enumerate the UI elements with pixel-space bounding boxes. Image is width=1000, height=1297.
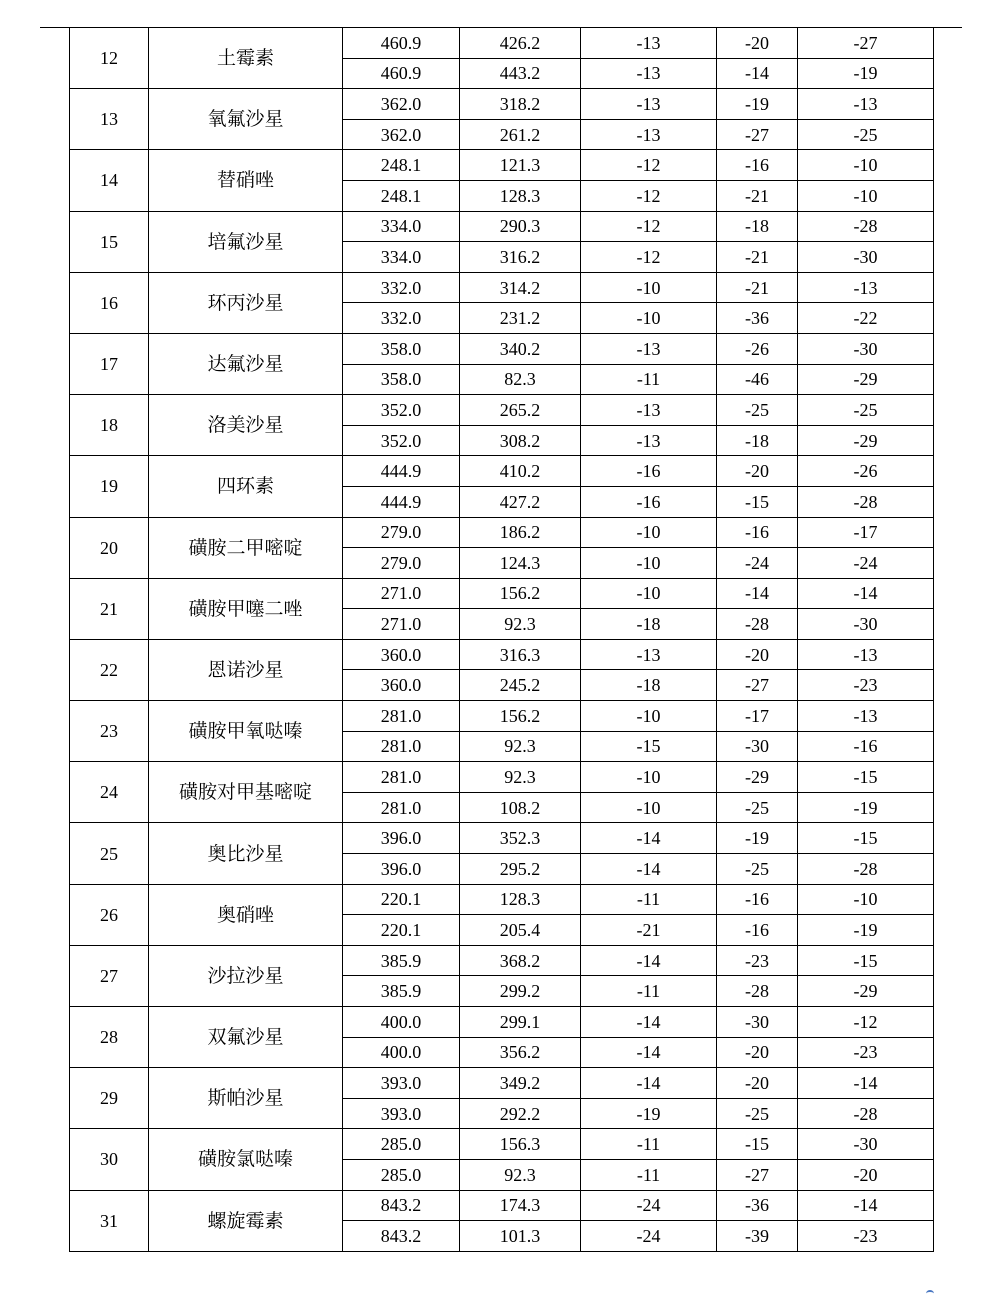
value-cell: 410.2 bbox=[460, 456, 581, 487]
value-cell: 295.2 bbox=[460, 854, 581, 885]
value-cell: -20 bbox=[717, 1068, 798, 1099]
value-cell: -10 bbox=[581, 792, 717, 823]
row-number-cell: 27 bbox=[70, 945, 149, 1006]
table-row bbox=[70, 823, 934, 854]
value-cell: 340.2 bbox=[460, 333, 581, 364]
value-cell: 393.0 bbox=[343, 1068, 460, 1099]
value-cell: -28 bbox=[798, 486, 934, 517]
table-row bbox=[70, 456, 934, 487]
value-cell: 124.3 bbox=[460, 548, 581, 579]
value-cell: 92.3 bbox=[460, 731, 581, 762]
value-cell: 460.9 bbox=[343, 28, 460, 59]
value-cell: 220.1 bbox=[343, 915, 460, 946]
compound-name-cell: 磺胺氯哒嗪 bbox=[149, 1129, 343, 1190]
value-cell: 396.0 bbox=[343, 854, 460, 885]
value-cell: 362.0 bbox=[343, 119, 460, 150]
value-cell: -26 bbox=[798, 456, 934, 487]
value-cell: -19 bbox=[798, 792, 934, 823]
value-cell: 308.2 bbox=[460, 425, 581, 456]
value-cell: -30 bbox=[798, 609, 934, 640]
value-cell: -29 bbox=[798, 364, 934, 395]
value-cell: -20 bbox=[717, 1037, 798, 1068]
compound-name-cell: 沙拉沙星 bbox=[149, 945, 343, 1006]
value-cell: -11 bbox=[581, 1159, 717, 1190]
value-cell: -30 bbox=[798, 242, 934, 273]
compound-name-cell: 达氟沙星 bbox=[149, 333, 343, 394]
value-cell: -15 bbox=[798, 945, 934, 976]
value-cell: 385.9 bbox=[343, 945, 460, 976]
value-cell: -20 bbox=[717, 456, 798, 487]
row-number-cell: 12 bbox=[70, 28, 149, 89]
value-cell: -27 bbox=[717, 670, 798, 701]
value-cell: 396.0 bbox=[343, 823, 460, 854]
value-cell: -30 bbox=[798, 333, 934, 364]
value-cell: 400.0 bbox=[343, 1037, 460, 1068]
value-cell: 92.3 bbox=[460, 1159, 581, 1190]
value-cell: 92.3 bbox=[460, 762, 581, 793]
value-cell: -13 bbox=[581, 639, 717, 670]
value-cell: -28 bbox=[717, 976, 798, 1007]
value-cell: -36 bbox=[717, 1190, 798, 1221]
value-cell: 248.1 bbox=[343, 180, 460, 211]
table-row bbox=[70, 28, 934, 59]
value-cell: 444.9 bbox=[343, 486, 460, 517]
table-row bbox=[70, 211, 934, 242]
value-cell: 316.3 bbox=[460, 639, 581, 670]
value-cell: -25 bbox=[717, 1098, 798, 1129]
value-cell: -30 bbox=[717, 1007, 798, 1038]
value-cell: -30 bbox=[717, 731, 798, 762]
value-cell: -18 bbox=[717, 425, 798, 456]
value-cell: -19 bbox=[717, 89, 798, 120]
table-row bbox=[70, 1190, 934, 1221]
value-cell: -11 bbox=[581, 976, 717, 1007]
value-cell: 285.0 bbox=[343, 1159, 460, 1190]
value-cell: -19 bbox=[798, 915, 934, 946]
value-cell: -12 bbox=[581, 180, 717, 211]
row-number-cell: 24 bbox=[70, 762, 149, 823]
value-cell: -25 bbox=[717, 792, 798, 823]
value-cell: -25 bbox=[717, 395, 798, 426]
value-cell: -24 bbox=[717, 548, 798, 579]
value-cell: 352.0 bbox=[343, 395, 460, 426]
value-cell: -14 bbox=[581, 1007, 717, 1038]
compound-name-cell: 替硝唑 bbox=[149, 150, 343, 211]
row-number-cell: 29 bbox=[70, 1068, 149, 1129]
value-cell: 186.2 bbox=[460, 517, 581, 548]
value-cell: -10 bbox=[581, 548, 717, 579]
value-cell: 271.0 bbox=[343, 578, 460, 609]
table-row bbox=[70, 884, 934, 915]
value-cell: -16 bbox=[581, 486, 717, 517]
value-cell: -15 bbox=[798, 762, 934, 793]
value-cell: 281.0 bbox=[343, 701, 460, 732]
value-cell: 426.2 bbox=[460, 28, 581, 59]
row-number-cell: 30 bbox=[70, 1129, 149, 1190]
value-cell: 334.0 bbox=[343, 242, 460, 273]
value-cell: -12 bbox=[581, 211, 717, 242]
value-cell: -21 bbox=[717, 272, 798, 303]
value-cell: 427.2 bbox=[460, 486, 581, 517]
value-cell: -13 bbox=[581, 28, 717, 59]
value-cell: 205.4 bbox=[460, 915, 581, 946]
value-cell: -24 bbox=[581, 1221, 717, 1252]
compound-name-cell: 奥硝唑 bbox=[149, 884, 343, 945]
value-cell: -25 bbox=[717, 854, 798, 885]
row-number-cell: 13 bbox=[70, 89, 149, 150]
value-cell: 316.2 bbox=[460, 242, 581, 273]
value-cell: 314.2 bbox=[460, 272, 581, 303]
compound-name-cell: 环丙沙星 bbox=[149, 272, 343, 333]
value-cell: 174.3 bbox=[460, 1190, 581, 1221]
table-row bbox=[70, 272, 934, 303]
row-number-cell: 19 bbox=[70, 456, 149, 517]
value-cell: -13 bbox=[581, 58, 717, 89]
page-corner-mark bbox=[926, 1290, 934, 1297]
value-cell: 400.0 bbox=[343, 1007, 460, 1038]
value-cell: -13 bbox=[581, 425, 717, 456]
value-cell: -29 bbox=[798, 976, 934, 1007]
value-cell: 156.2 bbox=[460, 701, 581, 732]
row-number-cell: 14 bbox=[70, 150, 149, 211]
value-cell: 299.1 bbox=[460, 1007, 581, 1038]
value-cell: -20 bbox=[717, 639, 798, 670]
value-cell: -10 bbox=[581, 578, 717, 609]
value-cell: 82.3 bbox=[460, 364, 581, 395]
value-cell: -11 bbox=[581, 1129, 717, 1160]
table-row bbox=[70, 150, 934, 181]
value-cell: 356.2 bbox=[460, 1037, 581, 1068]
compound-name-cell: 奥比沙星 bbox=[149, 823, 343, 884]
value-cell: -10 bbox=[581, 272, 717, 303]
value-cell: -16 bbox=[717, 915, 798, 946]
value-cell: 279.0 bbox=[343, 517, 460, 548]
value-cell: -13 bbox=[798, 89, 934, 120]
table-row bbox=[70, 1068, 934, 1099]
compound-name-cell: 洛美沙星 bbox=[149, 395, 343, 456]
row-number-cell: 28 bbox=[70, 1007, 149, 1068]
value-cell: -23 bbox=[798, 670, 934, 701]
value-cell: 362.0 bbox=[343, 89, 460, 120]
value-cell: -10 bbox=[581, 303, 717, 334]
table-row bbox=[70, 517, 934, 548]
value-cell: -13 bbox=[581, 89, 717, 120]
value-cell: -14 bbox=[717, 58, 798, 89]
value-cell: 92.3 bbox=[460, 609, 581, 640]
value-cell: 352.0 bbox=[343, 425, 460, 456]
value-cell: 843.2 bbox=[343, 1190, 460, 1221]
value-cell: -10 bbox=[798, 150, 934, 181]
value-cell: -10 bbox=[581, 762, 717, 793]
table-row bbox=[70, 1007, 934, 1038]
value-cell: 281.0 bbox=[343, 792, 460, 823]
value-cell: -14 bbox=[581, 1068, 717, 1099]
value-cell: -17 bbox=[798, 517, 934, 548]
value-cell: -16 bbox=[717, 517, 798, 548]
value-cell: -12 bbox=[581, 242, 717, 273]
value-cell: -24 bbox=[581, 1190, 717, 1221]
value-cell: -46 bbox=[717, 364, 798, 395]
compound-name-cell: 磺胺甲氧哒嗪 bbox=[149, 701, 343, 762]
value-cell: -26 bbox=[717, 333, 798, 364]
value-cell: -10 bbox=[798, 884, 934, 915]
value-cell: -14 bbox=[717, 578, 798, 609]
row-number-cell: 21 bbox=[70, 578, 149, 639]
compound-name-cell: 斯帕沙星 bbox=[149, 1068, 343, 1129]
value-cell: 290.3 bbox=[460, 211, 581, 242]
value-cell: 332.0 bbox=[343, 303, 460, 334]
value-cell: 231.2 bbox=[460, 303, 581, 334]
value-cell: 279.0 bbox=[343, 548, 460, 579]
compound-name-cell: 恩诺沙星 bbox=[149, 639, 343, 700]
value-cell: 368.2 bbox=[460, 945, 581, 976]
value-cell: 358.0 bbox=[343, 364, 460, 395]
value-cell: 358.0 bbox=[343, 333, 460, 364]
compound-parameter-table bbox=[69, 27, 934, 1252]
value-cell: 108.2 bbox=[460, 792, 581, 823]
value-cell: 128.3 bbox=[460, 180, 581, 211]
table-row bbox=[70, 639, 934, 670]
compound-name-cell: 磺胺二甲嘧啶 bbox=[149, 517, 343, 578]
value-cell: 443.2 bbox=[460, 58, 581, 89]
value-cell: 271.0 bbox=[343, 609, 460, 640]
value-cell: -29 bbox=[798, 425, 934, 456]
row-number-cell: 23 bbox=[70, 701, 149, 762]
value-cell: -13 bbox=[798, 639, 934, 670]
value-cell: 248.1 bbox=[343, 150, 460, 181]
value-cell: -28 bbox=[798, 211, 934, 242]
value-cell: -25 bbox=[798, 395, 934, 426]
value-cell: -14 bbox=[798, 1068, 934, 1099]
value-cell: -15 bbox=[798, 823, 934, 854]
value-cell: 393.0 bbox=[343, 1098, 460, 1129]
value-cell: -27 bbox=[717, 1159, 798, 1190]
value-cell: 220.1 bbox=[343, 884, 460, 915]
compound-name-cell: 磺胺对甲基嘧啶 bbox=[149, 762, 343, 823]
value-cell: -14 bbox=[581, 945, 717, 976]
value-cell: 101.3 bbox=[460, 1221, 581, 1252]
value-cell: 261.2 bbox=[460, 119, 581, 150]
value-cell: 265.2 bbox=[460, 395, 581, 426]
compound-name-cell: 磺胺甲噻二唑 bbox=[149, 578, 343, 639]
value-cell: 292.2 bbox=[460, 1098, 581, 1129]
value-cell: -36 bbox=[717, 303, 798, 334]
value-cell: -27 bbox=[717, 119, 798, 150]
row-number-cell: 15 bbox=[70, 211, 149, 272]
table-row bbox=[70, 1129, 934, 1160]
value-cell: -21 bbox=[581, 915, 717, 946]
compound-name-cell: 氧氟沙星 bbox=[149, 89, 343, 150]
value-cell: -10 bbox=[798, 180, 934, 211]
value-cell: -13 bbox=[581, 119, 717, 150]
row-number-cell: 20 bbox=[70, 517, 149, 578]
value-cell: -16 bbox=[717, 884, 798, 915]
value-cell: -23 bbox=[798, 1037, 934, 1068]
value-cell: 444.9 bbox=[343, 456, 460, 487]
value-cell: -23 bbox=[717, 945, 798, 976]
value-cell: -18 bbox=[581, 670, 717, 701]
value-cell: -12 bbox=[581, 150, 717, 181]
row-number-cell: 17 bbox=[70, 333, 149, 394]
value-cell: -14 bbox=[581, 1037, 717, 1068]
value-cell: -16 bbox=[717, 150, 798, 181]
value-cell: -15 bbox=[717, 1129, 798, 1160]
value-cell: -30 bbox=[798, 1129, 934, 1160]
value-cell: -21 bbox=[717, 180, 798, 211]
value-cell: -10 bbox=[581, 517, 717, 548]
value-cell: -21 bbox=[717, 242, 798, 273]
value-cell: -28 bbox=[717, 609, 798, 640]
table-row bbox=[70, 701, 934, 732]
value-cell: -19 bbox=[717, 823, 798, 854]
compound-name-cell: 培氟沙星 bbox=[149, 211, 343, 272]
value-cell: -13 bbox=[581, 395, 717, 426]
value-cell: -39 bbox=[717, 1221, 798, 1252]
value-cell: 128.3 bbox=[460, 884, 581, 915]
value-cell: -16 bbox=[581, 456, 717, 487]
value-cell: -10 bbox=[581, 701, 717, 732]
value-cell: -18 bbox=[717, 211, 798, 242]
value-cell: 334.0 bbox=[343, 211, 460, 242]
row-number-cell: 16 bbox=[70, 272, 149, 333]
value-cell: 360.0 bbox=[343, 639, 460, 670]
value-cell: -12 bbox=[798, 1007, 934, 1038]
value-cell: -27 bbox=[798, 28, 934, 59]
table-row bbox=[70, 945, 934, 976]
value-cell: 281.0 bbox=[343, 762, 460, 793]
value-cell: -20 bbox=[798, 1159, 934, 1190]
value-cell: 121.3 bbox=[460, 150, 581, 181]
value-cell: 349.2 bbox=[460, 1068, 581, 1099]
value-cell: -28 bbox=[798, 854, 934, 885]
compound-name-cell: 螺旋霉素 bbox=[149, 1190, 343, 1251]
value-cell: 299.2 bbox=[460, 976, 581, 1007]
value-cell: -16 bbox=[798, 731, 934, 762]
value-cell: 460.9 bbox=[343, 58, 460, 89]
row-number-cell: 26 bbox=[70, 884, 149, 945]
value-cell: -19 bbox=[798, 58, 934, 89]
table-row bbox=[70, 333, 934, 364]
value-cell: 352.3 bbox=[460, 823, 581, 854]
value-cell: -11 bbox=[581, 364, 717, 395]
table-row bbox=[70, 762, 934, 793]
compound-name-cell: 双氟沙星 bbox=[149, 1007, 343, 1068]
value-cell: 332.0 bbox=[343, 272, 460, 303]
row-number-cell: 31 bbox=[70, 1190, 149, 1251]
value-cell: 156.2 bbox=[460, 578, 581, 609]
value-cell: -14 bbox=[798, 578, 934, 609]
value-cell: -29 bbox=[717, 762, 798, 793]
value-cell: -13 bbox=[581, 333, 717, 364]
compound-name-cell: 土霉素 bbox=[149, 28, 343, 89]
value-cell: -25 bbox=[798, 119, 934, 150]
value-cell: -24 bbox=[798, 548, 934, 579]
value-cell: -20 bbox=[717, 28, 798, 59]
table-row bbox=[70, 395, 934, 426]
table-row bbox=[70, 89, 934, 120]
value-cell: 843.2 bbox=[343, 1221, 460, 1252]
row-number-cell: 18 bbox=[70, 395, 149, 456]
value-cell: 156.3 bbox=[460, 1129, 581, 1160]
row-number-cell: 25 bbox=[70, 823, 149, 884]
value-cell: 318.2 bbox=[460, 89, 581, 120]
value-cell: 385.9 bbox=[343, 976, 460, 1007]
value-cell: -18 bbox=[581, 609, 717, 640]
value-cell: 245.2 bbox=[460, 670, 581, 701]
value-cell: -17 bbox=[717, 701, 798, 732]
value-cell: 281.0 bbox=[343, 731, 460, 762]
value-cell: 285.0 bbox=[343, 1129, 460, 1160]
table-row bbox=[70, 578, 934, 609]
value-cell: -11 bbox=[581, 884, 717, 915]
value-cell: -28 bbox=[798, 1098, 934, 1129]
value-cell: -14 bbox=[798, 1190, 934, 1221]
value-cell: -15 bbox=[717, 486, 798, 517]
value-cell: -13 bbox=[798, 701, 934, 732]
value-cell: -14 bbox=[581, 854, 717, 885]
value-cell: -15 bbox=[581, 731, 717, 762]
value-cell: -23 bbox=[798, 1221, 934, 1252]
value-cell: -19 bbox=[581, 1098, 717, 1129]
compound-name-cell: 四环素 bbox=[149, 456, 343, 517]
row-number-cell: 22 bbox=[70, 639, 149, 700]
value-cell: 360.0 bbox=[343, 670, 460, 701]
value-cell: -22 bbox=[798, 303, 934, 334]
value-cell: -14 bbox=[581, 823, 717, 854]
value-cell: -13 bbox=[798, 272, 934, 303]
